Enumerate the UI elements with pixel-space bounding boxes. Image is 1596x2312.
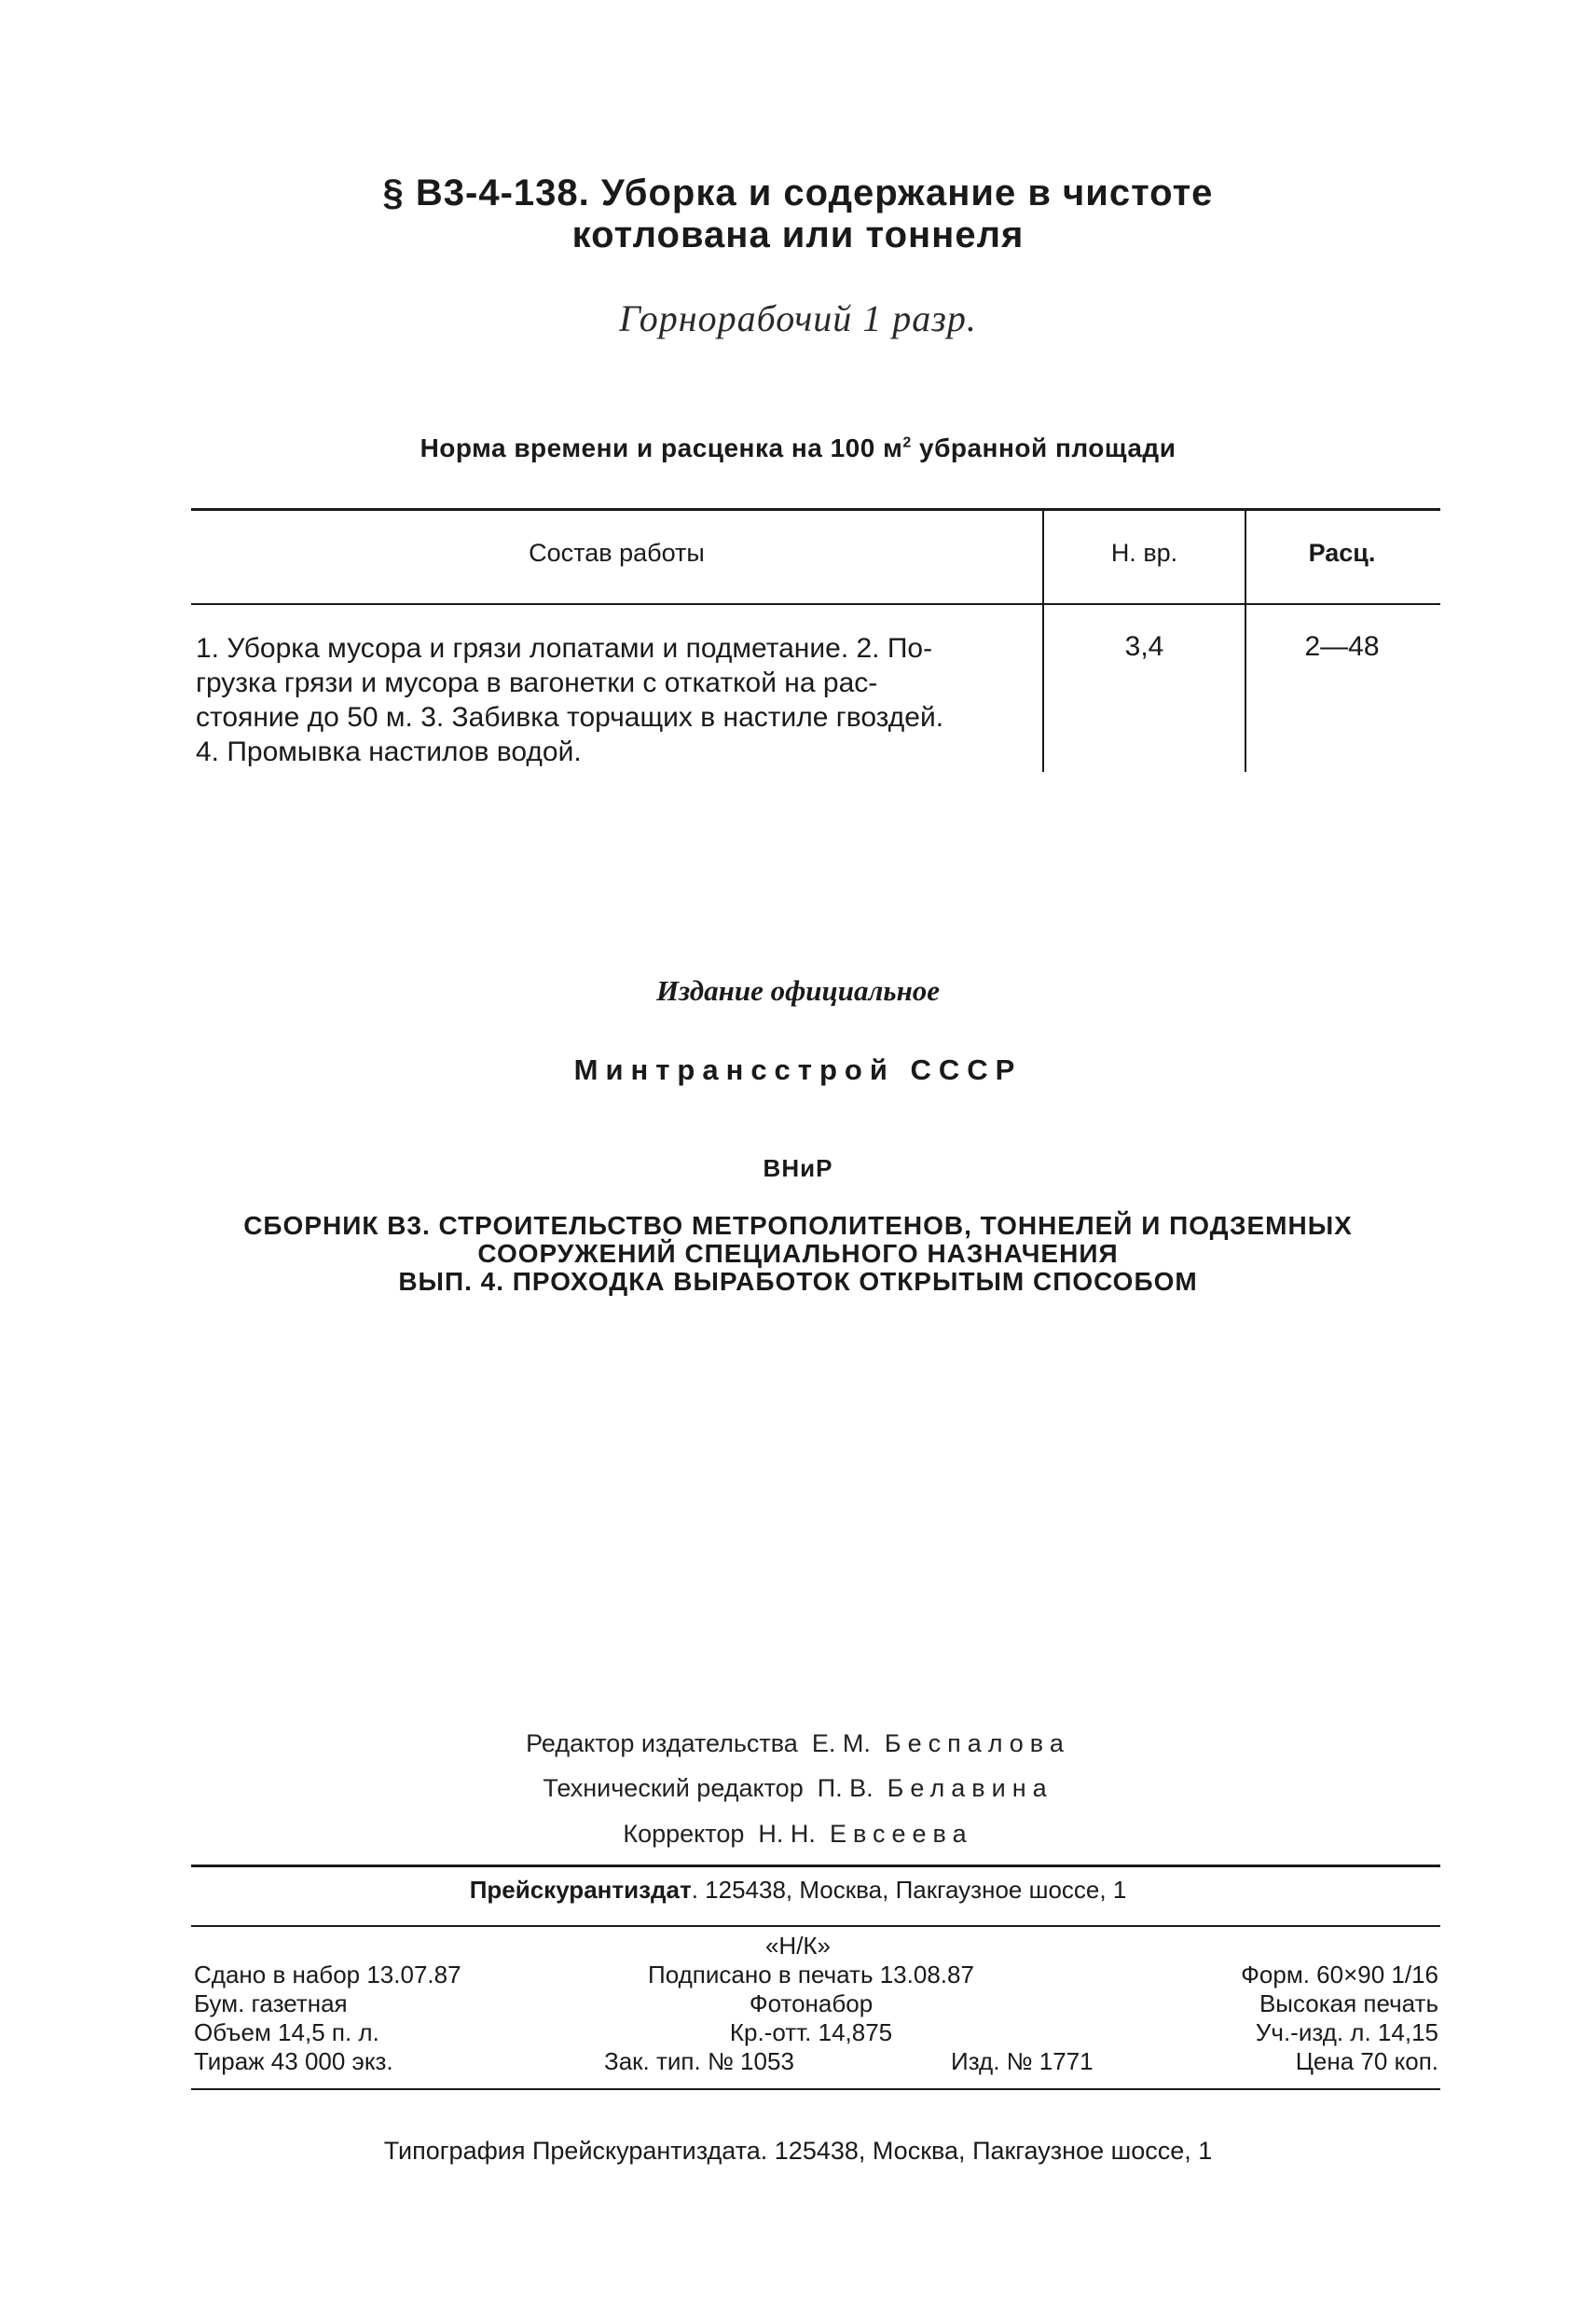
collection-line-2: СООРУЖЕНИЙ СПЕЦИАЛЬНОГО НАЗНАЧЕНИЯ bbox=[477, 1239, 1119, 1268]
credit-tech-name: Белавина bbox=[887, 1774, 1053, 1802]
rule-publisher-top bbox=[191, 1865, 1440, 1867]
ministry-name: Минтрансстрой СССР bbox=[573, 1053, 1023, 1086]
table-row bbox=[196, 631, 1030, 769]
norm-caption-tail: убранной площади bbox=[911, 434, 1176, 462]
imprint-left-1: Сдано в набор 13.07.87 bbox=[194, 1961, 461, 1989]
publisher-line bbox=[0, 1876, 1596, 1905]
credit-editor-name: Беспалова bbox=[884, 1729, 1070, 1757]
credit-tech-initials: П. В. bbox=[817, 1774, 874, 1802]
credit-corrector bbox=[0, 1820, 1596, 1849]
norm-caption-sup: 2 bbox=[902, 434, 912, 451]
imprint-right-2: Высокая печать bbox=[1259, 1989, 1438, 2017]
norm-caption bbox=[0, 434, 1596, 463]
th-time: Н. вр. bbox=[1110, 539, 1178, 567]
work-line-2: грузка грязи и мусора в вагонетки с откаткой на рас- bbox=[196, 667, 878, 698]
section-title-line2: котлована или тоннеля bbox=[571, 214, 1025, 255]
credit-corrector-name: Евсеева bbox=[829, 1820, 973, 1848]
vnir-label: ВНиР bbox=[763, 1154, 833, 1182]
imprint-left-2: Бум. газетная bbox=[194, 1989, 348, 2017]
imprint-order-no: Изд. № 1771 bbox=[951, 2047, 1094, 2075]
credit-corrector-role: Корректор bbox=[623, 1820, 745, 1848]
credit-tech-role: Технический редактор bbox=[543, 1774, 804, 1802]
section-title: § В3-4-138. Уборка и содержание в чистоте bbox=[382, 172, 1214, 213]
credit-editor-initials: Е. М. bbox=[811, 1729, 871, 1757]
imprint-center-2: Фотонабор bbox=[749, 1989, 874, 2017]
credit-editor-role: Редактор издательства bbox=[526, 1729, 798, 1757]
imprint-left bbox=[194, 1961, 585, 2076]
th-work: Состав работы bbox=[529, 539, 705, 567]
credit-tech-editor bbox=[0, 1774, 1596, 1803]
table-header-rule bbox=[191, 603, 1440, 605]
th-rate: Расц. bbox=[1308, 539, 1376, 567]
work-line-4: 4. Промывка настилов водой. bbox=[196, 736, 582, 767]
official-edition: Издание официальное bbox=[655, 974, 941, 1007]
typography-line: Типография Прейскурантиздата. 125438, Москва, Пакгаузное шоссе, 1 bbox=[383, 2137, 1213, 2165]
publisher-address: . 125438, Москва, Пакгаузное шоссе, 1 bbox=[691, 1876, 1127, 1904]
rule-publisher-bottom bbox=[191, 1925, 1440, 1927]
norm-caption-main: Норма времени и расценка на 100 м bbox=[420, 434, 903, 462]
imprint-left-4: Тираж 43 000 экз. bbox=[194, 2047, 393, 2075]
rule-imprint-bottom bbox=[191, 2088, 1440, 2090]
imprint-mark: «Н/К» bbox=[764, 1932, 832, 1960]
collection-line-1: СБОРНИК В3. СТРОИТЕЛЬСТВО МЕТРОПОЛИТЕНОВ, ТОННЕЛЕЙ И ПОДЗЕМНЫХ bbox=[243, 1211, 1353, 1240]
imprint-center-1: Подписано в печать 13.08.87 bbox=[648, 1961, 974, 1989]
cell-time: 3,4 bbox=[1124, 631, 1164, 662]
cell-rate: 2—48 bbox=[1304, 631, 1380, 662]
imprint-right bbox=[1072, 1961, 1438, 2076]
publisher-name: Прейскурантиздат bbox=[469, 1876, 692, 1904]
table-top-rule bbox=[191, 508, 1440, 511]
collection-line-3: ВЫП. 4. ПРОХОДКА ВЫРАБОТОК ОТКРЫТЫМ СПОСОБОМ bbox=[398, 1267, 1198, 1296]
imprint-center-4: Зак. тип. № 1053 bbox=[604, 2047, 794, 2075]
work-line-1: 1. Уборка мусора и грязи лопатами и подметание. 2. По- bbox=[196, 633, 933, 664]
imprint-left-3: Объем 14,5 п. л. bbox=[194, 2018, 379, 2046]
imprint-center-3: Кр.-отт. 14,875 bbox=[729, 2018, 893, 2046]
worker-grade: Горнорабочий 1 разр. bbox=[619, 297, 977, 339]
imprint-right-1: Форм. 60×90 1/16 bbox=[1241, 1961, 1438, 1989]
credit-editor bbox=[0, 1729, 1596, 1758]
imprint-right-3: Уч.-изд. л. 14,15 bbox=[1255, 2018, 1438, 2046]
imprint-right-4: Цена 70 коп. bbox=[1295, 2047, 1438, 2075]
credit-corrector-initials: Н. Н. bbox=[758, 1820, 816, 1848]
work-line-3: стояние до 50 м. 3. Забивка торчащих в настиле гвоздей. bbox=[196, 702, 944, 733]
